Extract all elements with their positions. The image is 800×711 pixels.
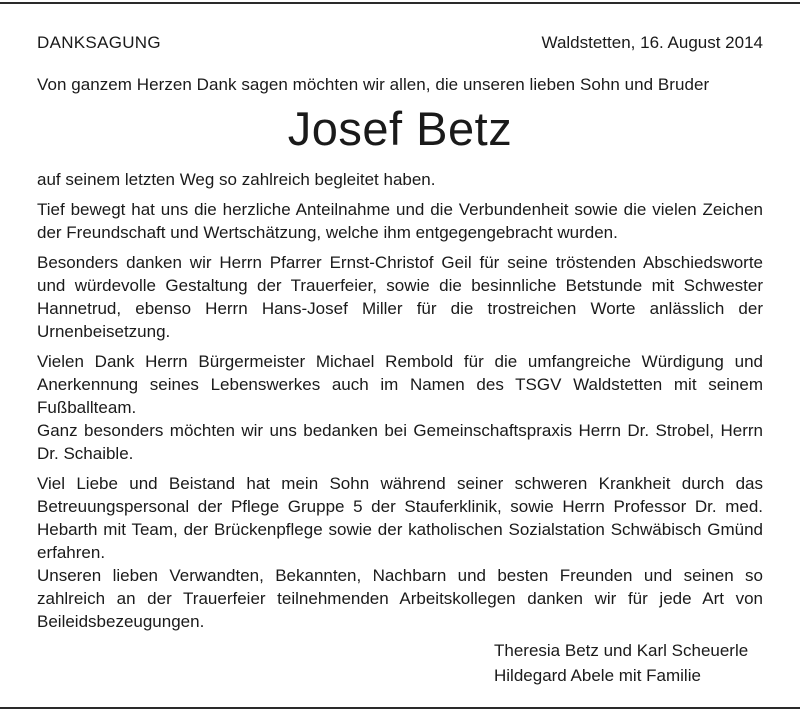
- deceased-name: Josef Betz: [287, 102, 513, 155]
- paragraph-pastor: Besonders danken wir Herrn Pfarrer Ernst-Christof Geil für seine tröstenden Abschiedsworte und würdevolle Gestaltung der Trauerfeier, sowie die besinnliche Betstunde mit Schwester Hannetrud, ebenso Herrn Hans-Josef Miller für die trostreichen Worte anlässlich der Urnenbeisetzung.: [37, 253, 763, 341]
- signature-line: Theresia Betz und Karl Scheuerle: [494, 641, 749, 660]
- paragraph-care: Viel Liebe und Beistand hat mein Sohn während seiner schweren Krankheit durch das Betreuungspersonal der Pflege Gruppe 5 der Stauferklinik, sowie Herrn Professor Dr. med. Hebarth mit Team, der Brückenpflege sowie der katholischen Sozialstation Schwäbisch Gmünd erfahren.: [37, 474, 763, 562]
- signature-line: Hildegard Abele mit Familie: [494, 666, 701, 685]
- paragraph-doctors: Ganz besonders möchten wir uns bedanken bei Gemeinschaftspraxis Herrn Dr. Strobel, Herrn Dr. Schaible.: [37, 421, 763, 463]
- top-border-line: [0, 2, 800, 4]
- intro-line: Von ganzem Herzen Dank sagen möchten wir allen, die unseren lieben Sohn und Bruder: [37, 75, 710, 94]
- paragraph-relatives: Unseren lieben Verwandten, Bekannten, Nachbarn und besten Freunden und seinen so zahlreich an der Trauerfeier teilnehmenden Arbeitskollegen danken wir für jede Art von Beileidsbezeugungen.: [37, 566, 763, 631]
- paragraph-sympathy: Tief bewegt hat uns die herzliche Anteilnahme und die Verbundenheit sowie die vielen Zeichen der Freundschaft und Wertschätzung, welche ihm entgegengebracht wurden.: [37, 200, 763, 242]
- paragraph-mayor: Vielen Dank Herrn Bürgermeister Michael Rembold für die umfangreiche Würdigung und Anerkennung seines Lebenswerkes auch im Namen des TSGV Waldstetten mit seinem Fußballteam.: [37, 352, 763, 417]
- signature-block: [494, 638, 748, 688]
- notice-header: [37, 31, 763, 55]
- paragraph-accompaniment: auf seinem letzten Weg so zahlreich begleitet haben.: [37, 170, 436, 189]
- bottom-border-line: [0, 707, 800, 709]
- notice-type-label: DANKSAGUNG: [37, 33, 161, 52]
- place-and-date: Waldstetten, 16. August 2014: [541, 33, 763, 52]
- notice-body: [37, 168, 763, 633]
